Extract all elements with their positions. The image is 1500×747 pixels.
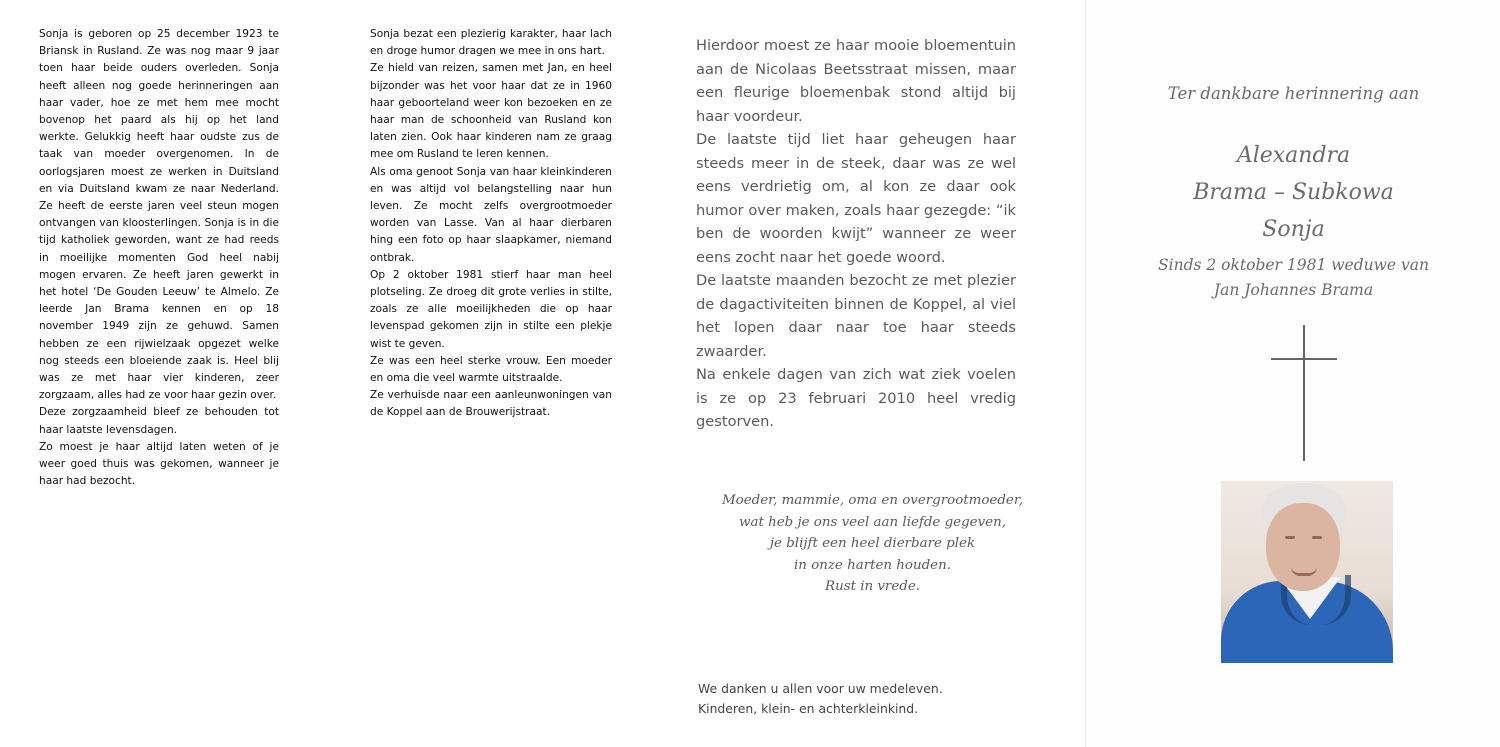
paragraph: De laatste maanden bezocht ze met plezier de dagactiviteiten binnen de Koppel, al viel het lopen daar naar toe haar steeds zwaarder. [696, 272, 1016, 360]
life-story-part-2 [370, 26, 612, 422]
verse-line: je blijft een heel dierbare plek [769, 536, 976, 552]
paragraph: Sonja bezat een plezierig karakter, haar lach en droge humor dragen we mee in ons hart. [370, 28, 612, 58]
page-column-2 [330, 0, 660, 747]
nickname: Sonja [1262, 217, 1325, 242]
thanks-line: We danken u allen voor uw medeleven. [698, 681, 943, 696]
paragraph: De laatste tijd liet haar geheugen haar steeds meer in de steek, daar was ze wel eens verdrietig om, al kon ze daar ook humor over maken, zoals haar gezegde: “ik ben de woorden kwijt” wanneer ze weer eens zocht naar het goede woord. [696, 131, 1016, 266]
first-name: Alexandra [1236, 143, 1351, 168]
paragraph: Na enkele dagen van zich wat ziek voelen is ze op 23 februari 2010 heel vredig gestorven. [696, 366, 1016, 430]
husband-name: Jan Johannes Brama [1213, 281, 1374, 299]
paragraph: Hierdoor moest ze haar mooie bloementuin aan de Nicolaas Beetsstraat missen, maar een fleurige bloemenbak stond altijd bij haar voordeur. [696, 37, 1016, 125]
life-story-part-3 [696, 34, 1016, 434]
memorial-intro: Ter dankbare herinnering aan [1167, 84, 1420, 103]
thanks-note [698, 679, 943, 719]
page-column-3 [660, 0, 1085, 747]
verse-line: in onze harten houden. [794, 557, 951, 573]
widow-line: Sinds 2 oktober 1981 weduwe van [1158, 256, 1429, 274]
portrait-photo [1221, 481, 1393, 663]
life-story-part-1 [39, 26, 279, 490]
verse-line: Rust in vrede. [824, 579, 921, 595]
deceased-name-block [1086, 137, 1500, 248]
paragraph: Als oma genoot Sonja van haar kleinkinderen en was altijd vol belangstelling naar hun leven. Ze mocht zelfs overgrootmoeder worden van Lasse. Van al haar dierbaren hing een foto op haar slaapkamer, niemand ontbrak. [370, 165, 612, 264]
paragraph: Ze verhuisde naar een aanleunwoningen van de Koppel aan de Brouwerijstraat. [370, 389, 612, 419]
paragraph: Op 2 oktober 1981 stierf haar man heel plotseling. Ze droeg dit grote verlies in stilte, zoals ze alle moeilijkheden die op haar levenspad gekomen zijn in stilte een plekje wist te geven. [370, 268, 612, 350]
page-column-1 [0, 0, 330, 747]
paragraph: Ze was een heel sterke vrouw. Een moeder en oma die veel warmte uitstraalde. [370, 354, 612, 385]
page-column-4 [1085, 0, 1500, 747]
verse-line: wat heb je ons veel aan liefde gegeven, [739, 514, 1006, 530]
paragraph: Zo moest je haar altijd laten weten of je weer goed thuis was gekomen, wanneer je haar had bezocht. [39, 440, 279, 488]
surname: Brama – Subkowa [1193, 180, 1394, 205]
thanks-line: Kinderen, klein- en achterkleinkind. [698, 701, 919, 716]
widow-info [1086, 253, 1500, 303]
verse-line: Moeder, mammie, oma en overgrootmoeder, [721, 493, 1024, 508]
memorial-verse [660, 490, 1085, 598]
paragraph: Sonja is geboren op 25 december 1923 te Briansk in Rusland. Ze was nog maar 9 jaar toen haar beide ouders overleden. Sonja heeft alleen nog goede herinneringen aan haar vader, hoe ze met hem mee mocht bovenop het paard als hij op het land werkte. Gelukkig heeft haar oudste zus de taak van moeder overgenomen. In de oorlogsjaren moest ze werken in Duitsland en via Duitsland kwam ze naar Nederland. Ze heeft de eerste jaren veel steun mogen ontvangen van kloosterlingen. Sonja is in die tijd katholiek geworden, want ze had reeds in moeilijke momenten God heel nabij mogen ervaren. Ze heeft jaren gewerkt in het hotel ‘De Gouden Leeuw’ te Almelo. Ze leerde Jan Brama kennen en op 18 november 1949 zijn ze gehuwd. Samen hebben ze een rijwielzaak opgezet welke nog steeds een bloeiende zaak is. Heel blij was ze met haar vier kinderen, zeer zorgzaam, alles had ze voor haar gezin over. [39, 28, 279, 402]
cross-icon [1271, 325, 1337, 461]
paragraph: Ze hield van reizen, samen met Jan, en heel bijzonder was het voor haar dat ze in 1960 haar geboorteland weer kon bezoeken en ze haar man de schoonheid van Rusland kon laten zien. Ook haar kinderen nam ze graag mee om Rusland te leren kennen. [370, 62, 612, 161]
paragraph: Deze zorgzaamheid bleef ze behouden tot haar laatste levensdagen. [39, 406, 279, 436]
